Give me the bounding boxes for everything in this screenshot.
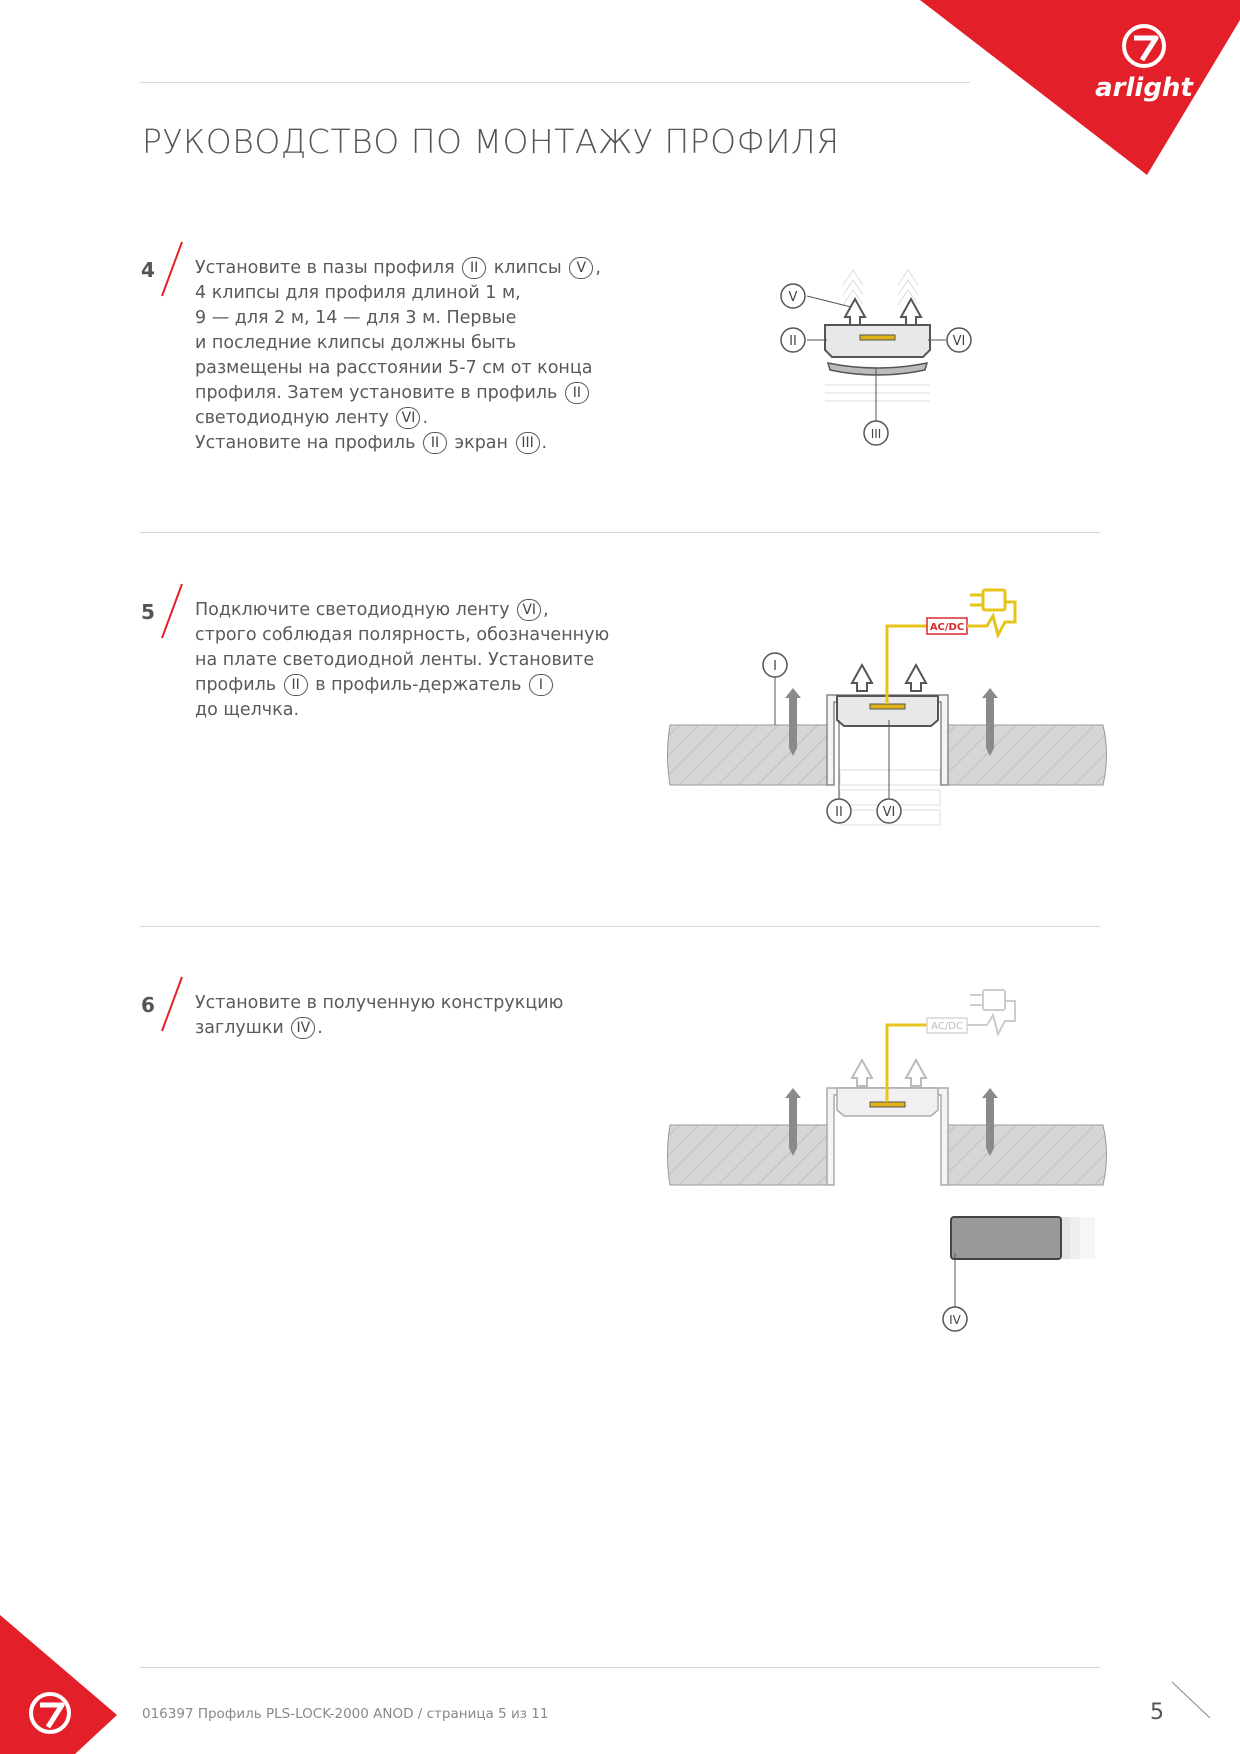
callout-marker <box>877 799 901 823</box>
part-reference: III <box>516 432 540 454</box>
svg-text:III: III <box>870 427 882 441</box>
ceiling-board <box>948 1125 1107 1185</box>
instruction-text: до щелчка. <box>195 700 300 720</box>
footer-text: 016397 Профиль PLS-LOCK-2000 ANOD / страница 5 из 11 <box>142 1706 549 1722</box>
svg-text:I: I <box>773 659 777 674</box>
instruction-line <box>195 673 609 698</box>
svg-text:VI: VI <box>882 805 896 820</box>
instruction-line <box>195 598 609 623</box>
page-corner-line <box>1170 1680 1215 1725</box>
instruction-text: Установите в пазы профиля <box>195 258 461 278</box>
step-number: 4 <box>141 258 155 282</box>
instruction-text: Подключите светодиодную ленту <box>195 600 516 620</box>
instruction-text: 9 — для 2 м, 14 — для 3 м. Первые <box>195 308 517 328</box>
part-reference: I <box>529 674 553 696</box>
instruction-text: размещены на расстоянии 5-7 см от конца <box>195 358 593 378</box>
clip-shape <box>845 299 921 325</box>
instruction-text: . <box>317 1018 323 1038</box>
part-reference: II <box>423 432 447 454</box>
instruction-text: в профиль-держатель <box>309 675 527 695</box>
instruction-text: строго соблюдая полярность, обозначенную <box>195 625 610 645</box>
logo-text: arlight <box>1095 73 1193 103</box>
instruction-text: светодиодную ленту <box>195 408 395 428</box>
page-title: РУКОВОДСТВО ПО МОНТАЖУ ПРОФИЛЯ <box>142 122 840 161</box>
plug-icon <box>970 990 1005 1010</box>
instruction-line <box>195 698 609 723</box>
instruction-text: профиля. Затем установите в профиль <box>195 383 563 403</box>
step-slash <box>158 975 186 1033</box>
callout-marker <box>763 653 787 677</box>
step-5-text <box>195 598 609 723</box>
part-reference: II <box>565 382 589 404</box>
plug-icon <box>970 590 1005 610</box>
step-6-text <box>195 991 563 1041</box>
instruction-line <box>195 256 601 281</box>
power-label: AC/DC <box>931 1021 963 1032</box>
instruction-line <box>195 991 563 1016</box>
step-6-diagram <box>665 980 1115 1340</box>
ceiling-board <box>668 1125 831 1185</box>
instruction-text: экран <box>448 433 514 453</box>
step-4-diagram <box>745 255 990 455</box>
callout-marker <box>827 799 851 823</box>
profile-shape <box>825 325 930 357</box>
instruction-line <box>195 356 601 381</box>
step-number: 6 <box>141 993 155 1017</box>
callout-marker <box>943 1307 967 1331</box>
part-reference: II <box>284 674 308 696</box>
part-reference: VI <box>396 407 420 429</box>
instruction-text: . <box>541 433 548 453</box>
instruction-line <box>195 306 601 331</box>
page-number: 5 <box>1150 1700 1164 1725</box>
instruction-line <box>195 648 609 673</box>
svg-text:II: II <box>789 334 797 349</box>
brand-corner <box>920 0 1240 175</box>
power-wire <box>887 626 927 704</box>
svg-text:V: V <box>788 290 798 305</box>
part-reference: II <box>462 257 486 279</box>
callout-marker <box>864 421 888 445</box>
callout-marker <box>947 328 971 352</box>
instruction-line <box>195 623 609 648</box>
instruction-text: , <box>595 258 601 278</box>
instruction-line <box>195 1016 563 1041</box>
led-strip <box>860 335 895 340</box>
part-reference: V <box>569 257 593 279</box>
step-number: 5 <box>141 600 155 624</box>
callout-marker <box>781 328 805 352</box>
step-4-text <box>195 256 601 456</box>
power-label: AC/DC <box>929 622 965 633</box>
section-divider <box>140 926 1100 927</box>
ceiling-board <box>948 725 1107 785</box>
svg-text:VI: VI <box>952 334 966 349</box>
instruction-line <box>195 381 601 406</box>
instruction-text: на плате светодиодной ленты. Установите <box>195 650 595 670</box>
callout-marker <box>781 284 805 308</box>
instruction-line <box>195 406 601 431</box>
instruction-line <box>195 331 601 356</box>
step-5-diagram <box>665 580 1115 840</box>
instruction-text: , <box>543 600 549 620</box>
step-slash <box>158 240 186 298</box>
clip-shape <box>852 1060 926 1086</box>
instruction-line <box>195 431 601 456</box>
led-strip <box>870 1102 905 1107</box>
svg-text:IV: IV <box>949 1313 961 1327</box>
instruction-text: Установите на профиль <box>195 433 421 453</box>
instruction-text: 4 клипсы для профиля длиной 1 м, <box>195 283 521 303</box>
svg-text:II: II <box>835 805 843 820</box>
footer-brand-corner <box>0 1615 120 1754</box>
instruction-text: клипсы <box>488 258 568 278</box>
diffuser-shape <box>828 363 927 375</box>
ceiling-board <box>668 725 831 785</box>
part-reference: VI <box>517 599 541 621</box>
step-slash <box>158 582 186 640</box>
instruction-line <box>195 281 601 306</box>
section-divider <box>140 532 1100 533</box>
footer-divider <box>140 1667 1100 1668</box>
header-divider <box>140 82 970 83</box>
clip-shape <box>852 665 926 691</box>
instruction-text: . <box>422 408 429 428</box>
led-strip <box>870 704 905 709</box>
instruction-text: и последние клипсы должны быть <box>195 333 517 353</box>
instruction-text: профиль <box>195 675 282 695</box>
power-wire <box>967 602 1015 635</box>
part-reference: IV <box>291 1017 315 1039</box>
instruction-text: заглушки <box>195 1018 290 1038</box>
instruction-text: Установите в полученную конструкцию <box>195 993 564 1013</box>
end-cap-shape <box>951 1217 1061 1259</box>
